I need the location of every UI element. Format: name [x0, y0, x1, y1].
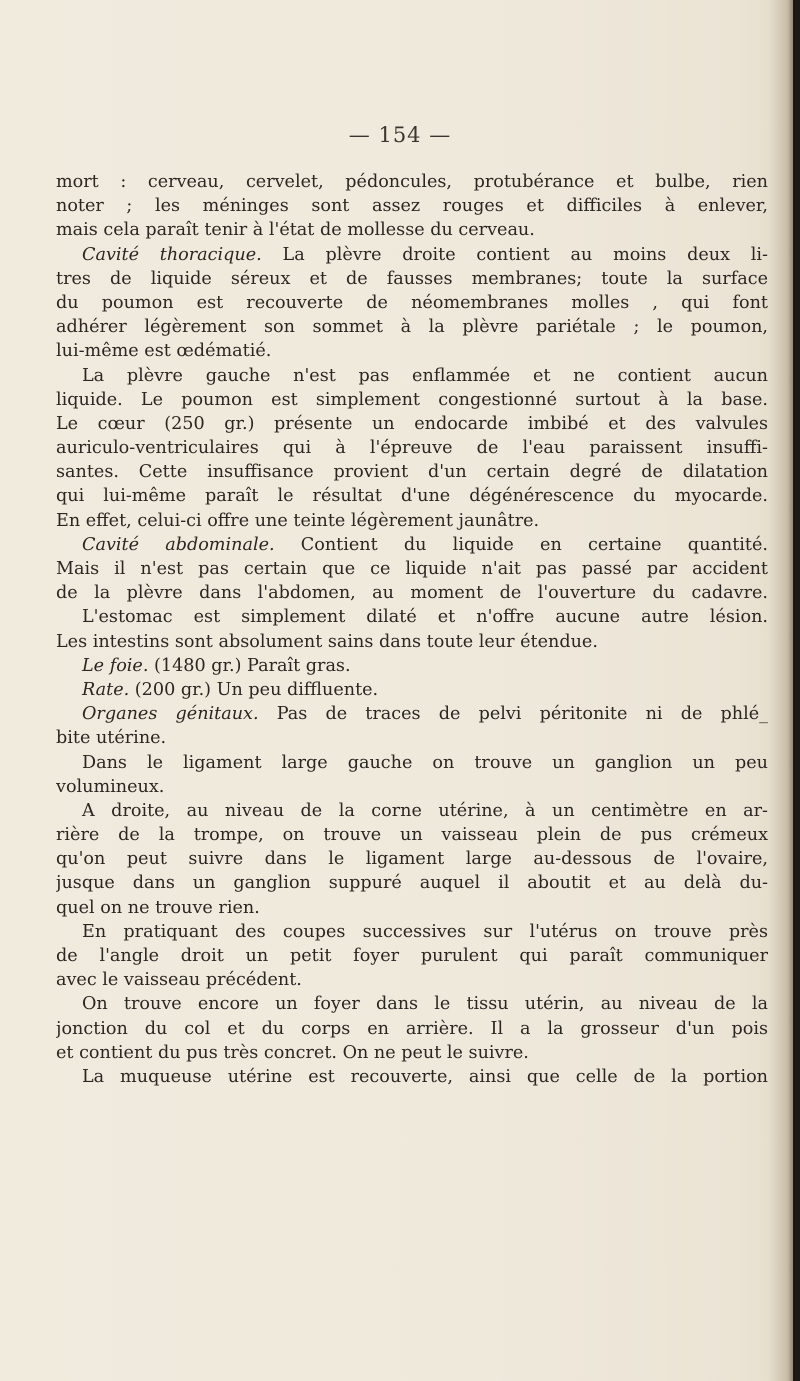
text-segment: L'estomac est simplement dilaté et n'offre aucune autre lésion.	[82, 607, 768, 628]
text-line	[56, 847, 768, 871]
text-line	[56, 726, 768, 750]
text-line	[56, 436, 768, 460]
text-line	[56, 460, 768, 484]
text-line	[56, 823, 768, 847]
section-heading: Cavité thoracique.	[82, 244, 262, 265]
text-segment: On trouve encore un foyer dans le tissu utérin, au niveau de la	[82, 994, 768, 1015]
text-segment: bite utérine.	[56, 728, 167, 749]
text-line	[56, 992, 768, 1016]
text-line	[56, 243, 768, 267]
text-line	[56, 678, 768, 702]
text-line	[56, 484, 768, 508]
text-line	[56, 533, 768, 557]
text-segment: lui-même est œdématié.	[56, 341, 272, 362]
text-line	[56, 654, 768, 678]
body-text	[56, 170, 768, 1089]
text-segment: santes. Cette insuffisance provient d'un certain degré de dilatation	[56, 462, 768, 483]
section-heading: Le foie.	[82, 655, 149, 676]
section-heading: Organes génitaux.	[82, 704, 259, 725]
text-segment: Pas de traces de pelvi péritonite ni de phlé_	[258, 704, 768, 725]
text-line	[56, 702, 768, 726]
text-segment: mort : cerveau, cervelet, pédoncules, protubérance et bulbe, rien	[56, 172, 768, 192]
text-line	[56, 1017, 768, 1041]
text-segment: rière de la trompe, on trouve un vaisseau plein de pus crémeux	[56, 825, 768, 846]
text-segment: La plèvre gauche n'est pas enflammée et ne contient aucun	[82, 365, 768, 386]
text-segment: jusque dans un ganglion suppuré auquel il aboutit et au delà du-	[56, 873, 768, 894]
text-segment: Mais il n'est pas certain que ce liquide n'ait pas passé par accident	[56, 559, 768, 579]
text-line	[56, 968, 768, 992]
text-line	[56, 267, 768, 291]
text-line	[56, 364, 768, 388]
text-segment: de la plèvre dans l'abdomen, au moment de l'ouverture du cadavre.	[56, 583, 768, 604]
text-segment: Dans le ligament large gauche on trouve un ganglion un peu	[82, 752, 768, 773]
text-segment: La muqueuse utérine est recouverte, ainsi que celle de la portion	[82, 1066, 768, 1087]
text-line	[56, 218, 768, 242]
text-line	[56, 1041, 768, 1065]
section-heading: Cavité abdominale.	[82, 534, 275, 555]
text-segment: du poumon est recouverte de néomembranes molles , qui font	[56, 292, 768, 313]
text-segment: Le cœur (250 gr.) présente un endocarde imbibé et des valvules	[56, 413, 768, 434]
text-line	[56, 799, 768, 823]
text-line	[56, 412, 768, 436]
text-line	[56, 871, 768, 895]
page-number: — 154 —	[348, 123, 452, 147]
book-binding-edge	[793, 0, 800, 1381]
text-line	[56, 944, 768, 968]
text-segment: et contient du pus très concret. On ne peut le suivre.	[56, 1042, 529, 1063]
text-line	[56, 775, 768, 799]
text-line	[56, 509, 768, 533]
text-line	[56, 170, 768, 194]
text-segment: Contient du liquide en certaine quantité.	[274, 534, 768, 555]
text-segment: liquide. Le poumon est simplement congestionné surtout à la base.	[56, 389, 768, 410]
text-segment: qui lui-même paraît le résultat d'une dégénérescence du myocarde.	[56, 486, 768, 507]
text-segment: A droite, au niveau de la corne utérine, à un centimètre en ar-	[82, 800, 768, 821]
text-segment: adhérer légèrement son sommet à la plèvre pariétale ; le poumon,	[56, 317, 768, 338]
text-line	[56, 315, 768, 339]
text-segment: volumineux.	[56, 776, 165, 797]
text-segment: mais cela paraît tenir à l'état de mollesse du cerveau.	[56, 220, 535, 241]
text-segment: de l'angle droit un petit foyer purulent qui paraît communiquer	[56, 946, 768, 966]
text-segment: La plèvre droite contient au moins deux li-	[261, 244, 768, 265]
text-line	[56, 751, 768, 775]
text-line	[56, 388, 768, 412]
text-segment: noter ; les méninges sont assez rouges et difficiles à enlever,	[56, 196, 768, 217]
text-line	[56, 1065, 768, 1089]
text-segment: avec le vaisseau précédent.	[56, 970, 302, 991]
text-segment: En effet, celui-ci offre une teinte légèrement jaunâtre.	[56, 510, 540, 531]
text-line	[56, 605, 768, 629]
text-segment: (1480 gr.) Paraît gras.	[148, 655, 351, 676]
text-line	[56, 339, 768, 363]
text-segment: auriculo-ventriculaires qui à l'épreuve de l'eau paraissent insuffi-	[56, 438, 768, 459]
text-segment: En pratiquant des coupes successives sur l'utérus on trouve près	[82, 921, 768, 942]
text-segment: (200 gr.) Un peu diffluente.	[129, 679, 379, 700]
text-segment: quel on ne trouve rien.	[56, 897, 260, 918]
text-line	[56, 896, 768, 920]
text-line	[56, 630, 768, 654]
text-segment: qu'on peut suivre dans le ligament large au-dessous de l'ovaire,	[56, 849, 768, 870]
text-line	[56, 920, 768, 944]
text-line	[56, 194, 768, 218]
text-line	[56, 581, 768, 605]
section-heading: Rate.	[82, 679, 130, 700]
text-segment: Les intestins sont absolument sains dans toute leur étendue.	[56, 631, 598, 652]
text-segment: jonction du col et du corps en arrière. Il a la grosseur d'un pois	[56, 1018, 768, 1039]
text-segment: tres de liquide séreux et de fausses membranes; toute la surface	[56, 268, 768, 289]
text-line	[56, 557, 768, 581]
text-line	[56, 291, 768, 315]
